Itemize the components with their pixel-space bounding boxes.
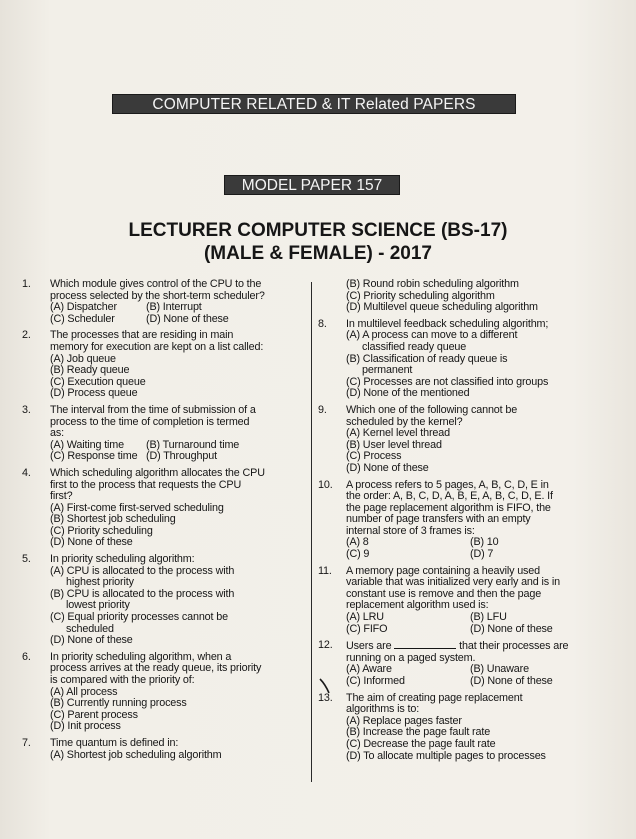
question-number: 13. [318, 691, 333, 704]
option-a: (A) Replace pages faster [346, 714, 462, 727]
option-d: (D) 7 [470, 548, 494, 561]
question-stem: memory for execution are kept on a list called: [50, 340, 264, 353]
fill-in-blank [394, 640, 456, 649]
option-c: (C) Execution queue [50, 375, 146, 388]
question-stem: constant use is remove and then the page [346, 587, 542, 600]
question-number: 5. [22, 553, 31, 566]
option-a: (A) LRU [346, 611, 384, 624]
option-c: (C) Informed [346, 675, 405, 687]
question-13 [318, 693, 604, 763]
question-stem: is compared with the priority of: [50, 674, 195, 686]
option-a: (A) 8 [346, 536, 369, 549]
option-a: (A) First-come first-served scheduling [50, 501, 224, 514]
question-stem: The processes that are residing in main [50, 329, 234, 342]
question-stem: The interval from the time of submission of a [50, 403, 256, 416]
question-12 [318, 640, 604, 687]
option-b: (B) 10 [470, 536, 499, 549]
column-divider [311, 282, 312, 782]
option-b: (B) Shortest job scheduling [50, 513, 176, 526]
option-c: (C) Priority scheduling [50, 524, 153, 537]
question-stem: first to the process that requests the CPU [50, 478, 242, 491]
option-b-continued: lowest priority [66, 599, 130, 612]
question-3 [22, 405, 300, 463]
question-number: 12. [318, 639, 333, 652]
question-number: 7. [22, 736, 31, 749]
option-d: (D) None of these [50, 634, 133, 647]
paper-subtitle: (MALE & FEMALE) - 2017 [203, 243, 433, 264]
option-c-continued: scheduled [66, 622, 114, 635]
option-a: (A) A process can move to a different [346, 329, 518, 342]
question-stem: the order: A, B, C, D, A, B, E, A, B, C, D, E. If [346, 490, 553, 503]
option-row [346, 624, 604, 636]
question-stem: scheduled by the kernel? [346, 415, 463, 428]
question-7 [22, 738, 300, 761]
option-b: (B) Increase the page fault rate [346, 726, 491, 739]
question-stem: algorithms is to: [346, 703, 420, 716]
question-stem: replacement algorithm used is: [346, 599, 489, 612]
question-stem: A memory page containing a heavily used [346, 564, 541, 577]
option-c: (C) FIFO [346, 622, 388, 635]
question-stem: Time quantum is defined in: [50, 736, 179, 749]
question-stem: running on a paged system. [346, 651, 476, 664]
question-2 [22, 330, 300, 400]
option-b: (B) Classification of ready queue is [346, 352, 508, 365]
question-number: 11. [318, 564, 332, 577]
question-7-continued [318, 279, 604, 314]
option-a: (A) CPU is allocated to the process with [50, 564, 235, 577]
question-stem: as: [50, 427, 64, 440]
option-c: (C) 9 [346, 548, 370, 561]
option-d: (D) Throughput [146, 450, 217, 463]
option-d: (D) None of these [346, 461, 429, 474]
option-c: (C) Processes are not classified into groups [346, 375, 549, 388]
question-number: 9. [318, 403, 327, 416]
question-9 [318, 405, 604, 475]
question-stem: Which one of the following cannot be [346, 403, 518, 416]
question-number: 6. [22, 650, 31, 663]
model-paper-label: MODEL PAPER 157 [224, 175, 400, 195]
question-number: 8. [318, 317, 327, 330]
option-c: (C) Process [346, 450, 402, 463]
question-stem: The aim of creating page replacement [346, 691, 523, 704]
option-a: (A) Waiting time [50, 438, 124, 451]
option-b: (B) Unaware [470, 663, 529, 676]
question-stem: the page replacement algorithm is FIFO, the [346, 501, 551, 514]
option-b: (B) CPU is allocated to the process with [50, 587, 235, 600]
question-stem: In priority scheduling algorithm: [50, 553, 195, 566]
option-a: (A) All process [50, 685, 118, 698]
option-d: (D) To allocate multiple pages to processes [346, 749, 546, 762]
left-column [22, 279, 300, 761]
option-b: (B) Turnaround time [146, 438, 240, 451]
option-d: (D) Process queue [50, 387, 138, 400]
option-b: (B) Ready queue [50, 364, 130, 377]
option-a-continued: highest priority [66, 576, 134, 589]
question-6 [22, 652, 300, 733]
question-number: 10. [318, 478, 333, 491]
option-c: (C) Equal priority processes cannot be [50, 611, 228, 624]
question-stem: A process refers to 5 pages, A, B, C, D, E in [346, 478, 549, 491]
question-4 [22, 468, 300, 549]
option-b-continued: permanent [362, 364, 413, 377]
question-stem: internal store of 3 frames is: [346, 524, 475, 537]
option-b: (B) LFU [470, 611, 507, 624]
option-b: (B) User level thread [346, 438, 442, 451]
question-stem: Which scheduling algorithm allocates the CPU [50, 466, 265, 479]
question-number: 1. [22, 278, 31, 290]
option-c: (C) Decrease the page fault rate [346, 737, 496, 750]
question-stem: process arrives at the ready queue, its priority [50, 662, 262, 675]
option-c: (C) Priority scheduling algorithm [346, 289, 495, 302]
question-stem: number of page transfers with an empty [346, 513, 531, 526]
option-d: (D) None of these [470, 622, 553, 635]
question-1 [22, 279, 300, 325]
option-c: (C) Scheduler [50, 312, 115, 325]
option-row [50, 451, 300, 463]
option-a-continued: classified ready queue [362, 340, 467, 353]
option-d: (D) Init process [50, 720, 121, 733]
pen-tick-mark [319, 677, 333, 695]
option-d: (D) None of these [146, 312, 229, 325]
option-a: (A) Shortest job scheduling algorithm [50, 748, 222, 761]
question-5 [22, 554, 300, 647]
question-stem: process selected by the short-term scheduler? [50, 289, 265, 302]
option-d: (D) None of the mentioned [346, 387, 470, 400]
option-b: (B) Round robin scheduling algorithm [346, 278, 519, 290]
option-a: (A) Dispatcher [50, 301, 117, 314]
question-10 [318, 480, 604, 561]
question-8 [318, 319, 604, 400]
option-d: (D) Multilevel queue scheduling algorithm [346, 301, 538, 314]
option-a: (A) Kernel level thread [346, 427, 450, 440]
question-stem [346, 640, 604, 653]
right-column [318, 279, 604, 762]
option-a: (A) Aware [346, 663, 392, 676]
paper-title: LECTURER COMPUTER SCIENCE (BS-17) [128, 220, 508, 241]
option-d: (D) None of these [50, 536, 133, 549]
question-number: 2. [22, 329, 31, 342]
question-stem: In multilevel feedback scheduling algorithm; [346, 317, 549, 330]
question-stem: In priority scheduling algorithm, when a [50, 650, 232, 663]
option-row [346, 612, 604, 624]
question-stem: variable that was initialized very early and is in [346, 576, 560, 589]
option-d: (D) None of these [470, 675, 553, 687]
option-c: (C) Response time [50, 450, 138, 463]
category-banner: COMPUTER RELATED & IT Related PAPERS [112, 94, 516, 114]
option-c: (C) Parent process [50, 708, 138, 721]
option-row [346, 676, 604, 688]
question-stem: Which module gives control of the CPU to the [50, 278, 262, 290]
stem-part: Users are [346, 640, 392, 653]
question-stem: process to the time of completion is termed [50, 415, 250, 428]
option-row [50, 314, 300, 326]
question-number: 3. [22, 403, 31, 416]
question-11 [318, 566, 604, 636]
question-number: 4. [22, 466, 31, 479]
option-row [346, 549, 604, 561]
option-b: (B) Currently running process [50, 697, 187, 710]
question-stem: first? [50, 490, 73, 503]
option-a: (A) Job queue [50, 352, 116, 365]
stem-part: that their processes are [459, 640, 569, 653]
option-b: (B) Interrupt [146, 301, 202, 314]
